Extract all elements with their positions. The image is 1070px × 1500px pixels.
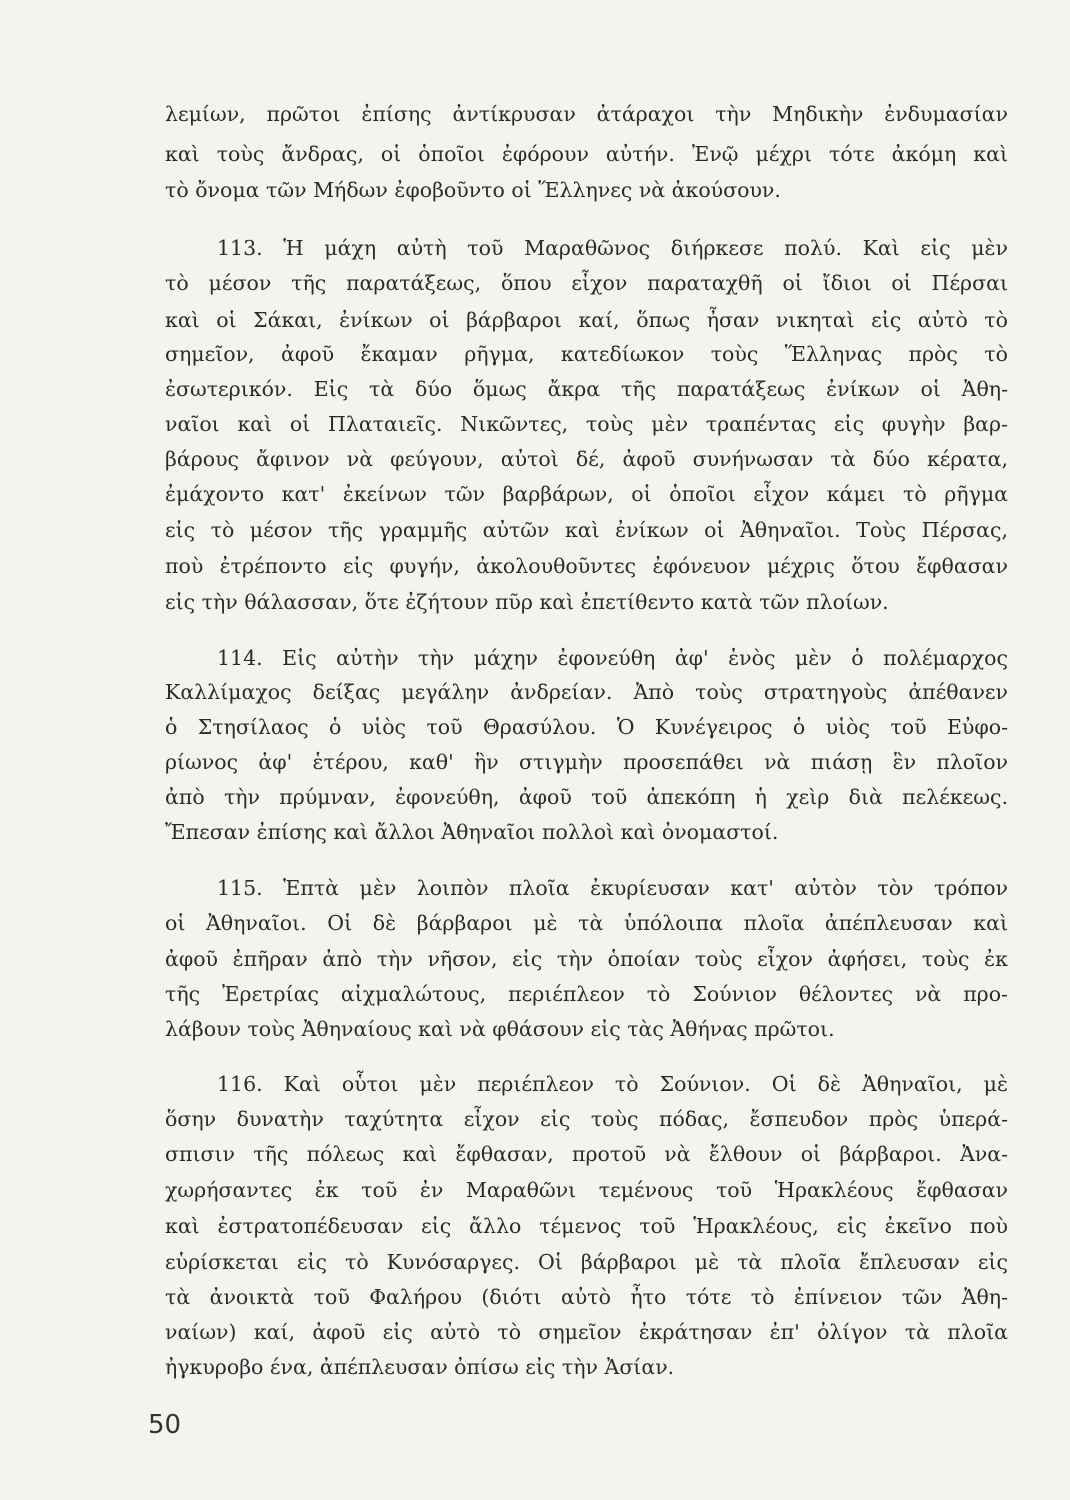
text-line: λεμίων, πρῶτοι ἐπίσης ἀντίκρυσαν ἀτάραχοι τὴν Μηδικὴν ἐνδυμασίαν xyxy=(165,102,1008,126)
text-line: ἠγκυροβο ένα, ἀπέπλευσαν ὀπίσω εἰς τὴν Ἀσίαν. xyxy=(165,1355,675,1379)
text-line: χωρήσαντες ἐκ τοῦ ἐν Μαραθῶνι τεμένους τοῦ Ἡρακλέους ἔφθασαν xyxy=(165,1178,1008,1202)
text-line: ρίωνος ἀφ' ἑτέρου, καθ' ἣν στιγμὴν προσεπάθει νὰ πιάσῃ ἓν πλοῖον xyxy=(165,750,1008,774)
text-line: τὸ μέσον τῆς παρατάξεως, ὅπου εἶχον παραταχθῆ οἱ ἴδιοι οἱ Πέρσαι xyxy=(165,271,1008,295)
text-line: ναίων) καί, ἀφοῦ εἰς αὐτὸ τὸ σημεῖον ἐκράτησαν ἐπ' ὀλίγον τὰ πλοῖα xyxy=(165,1320,1008,1344)
text-line: τὸ ὄνομα τῶν Μήδων ἐφοβοῦντο οἱ Ἕλληνες νὰ ἀκούσουν. xyxy=(165,178,781,202)
text-line: λάβουν τοὺς Ἀθηναίους καὶ νὰ φθάσουν εἰς τὰς Ἀθήνας πρῶτοι. xyxy=(165,1017,835,1041)
text-line: τῆς Ἐρετρίας αἰχμαλώτους, περιέπλεον τὸ Σούνιον θέλοντες νὰ προ- xyxy=(165,982,1008,1006)
text-line: Ἔπεσαν ἐπίσης καὶ ἄλλοι Ἀθηναῖοι πολλοὶ καὶ ὀνομαστοί. xyxy=(165,820,779,844)
text-line: τὰ ἀνοικτὰ τοῦ Φαλήρου (διότι αὐτὸ ἦτο τότε τὸ ἐπίνειον τῶν Ἀθη- xyxy=(165,1285,1008,1309)
text-line: εἰς τὸ μέσον τῆς γραμμῆς αὐτῶν καὶ ἐνίκων οἱ Ἀθηναῖοι. Τοὺς Πέρσας, xyxy=(165,518,1008,542)
text-line: ποὺ ἐτρέποντο εἰς φυγήν, ἀκολουθοῦντες ἐφόνευον μέχρις ὅτου ἔφθασαν xyxy=(165,554,1008,578)
text-line: σπισιν τῆς πόλεως καὶ ἔφθασαν, προτοῦ νὰ ἔλθουν οἱ βάρβαροι. Ἀνα- xyxy=(165,1142,1008,1166)
text-line: ὁ Στησίλαος ὁ υἱὸς τοῦ Θρασύλου. Ὁ Κυνέγειρος ὁ υἱὸς τοῦ Εὐφο- xyxy=(165,715,1008,739)
text-line: εὑρίσκεται εἰς τὸ Κυνόσαργες. Οἱ βάρβαροι μὲ τὰ πλοῖα ἔπλευσαν εἰς xyxy=(165,1250,1008,1274)
text-line: ἀπὸ τὴν πρύμναν, ἐφονεύθη, ἀφοῦ τοῦ ἀπεκόπη ἡ χεὶρ διὰ πελέκεως. xyxy=(165,785,1008,809)
text-line: ἐσωτερικόν. Εἰς τὰ δύο ὅμως ἄκρα τῆς παρατάξεως ἐνίκων οἱ Ἀθη- xyxy=(165,377,1008,401)
text-line: ναῖοι καὶ οἱ Πλαταιεῖς. Νικῶντες, τοὺς μὲν τραπέντας εἰς φυγὴν βαρ- xyxy=(165,412,1008,436)
text-line: βάρους ἄφινον νὰ φεύγουν, αὐτοὶ δέ, ἀφοῦ συνήνωσαν τὰ δύο κέρατα, xyxy=(165,447,1008,471)
paragraph-116-start: 116. Καὶ οὗτοι μὲν περιέπλεον τὸ Σούνιον. Οἱ δὲ Ἀθηναῖοι, μὲ xyxy=(217,1072,1008,1096)
text-line: εἰς τὴν θάλασσαν, ὅτε ἐζήτουν πῦρ καὶ ἐπετίθεντο κατὰ τῶν πλοίων. xyxy=(165,590,889,614)
text-line: ἀφοῦ ἐπῆραν ἀπὸ τὴν νῆσον, εἰς τὴν ὁποίαν τοὺς εἶχον ἀφήσει, τοὺς ἐκ xyxy=(165,947,1008,971)
text-line: καὶ τοὺς ἄνδρας, οἱ ὁποῖοι ἐφόρουν αὐτήν. Ἐνῷ μέχρι τότε ἀκόμη καὶ xyxy=(165,142,1008,166)
page-number: 50 xyxy=(148,1410,182,1440)
text-line: καὶ ἐστρατοπέδευσαν εἰς ἄλλο τέμενος τοῦ Ἡρακλέους, εἰς ἐκεῖνο ποὺ xyxy=(165,1214,1008,1238)
paragraph-115-start: 115. Ἑπτὰ μὲν λοιπὸν πλοῖα ἐκυρίευσαν κατ' αὐτὸν τὸν τρόπον xyxy=(217,876,1008,900)
text-line: οἱ Ἀθηναῖοι. Οἱ δὲ βάρβαροι μὲ τὰ ὑπόλοιπα πλοῖα ἀπέπλευσαν καὶ xyxy=(165,911,1008,935)
paragraph-114-start: 114. Εἰς αὐτὴν τὴν μάχην ἐφονεύθη ἀφ' ἑνὸς μὲν ὁ πολέμαρχος xyxy=(217,646,1008,670)
text-line: σημεῖον, ἀφοῦ ἔκαμαν ρῆγμα, κατεδίωκον τοὺς Ἕλληνας πρὸς τὸ xyxy=(165,342,1008,366)
text-line: καὶ οἱ Σάκαι, ἐνίκων οἱ βάρβαροι καί, ὅπως ἦσαν νικηταὶ εἰς αὐτὸ τὸ xyxy=(165,308,1008,332)
text-line: ὅσην δυνατὴν ταχύτητα εἶχον εἰς τοὺς πόδας, ἔσπευδον πρὸς ὑπερά- xyxy=(165,1107,1008,1131)
text-line: Καλλίμαχος δείξας μεγάλην ἀνδρείαν. Ἀπὸ τοὺς στρατηγοὺς ἀπέθανεν xyxy=(165,680,1008,704)
text-line: ἐμάχοντο κατ' ἐκείνων τῶν βαρβάρων, οἱ ὁποῖοι εἶχον κάμει τὸ ρῆγμα xyxy=(165,482,1008,506)
paragraph-113-start: 113. Ἡ μάχη αὐτὴ τοῦ Μαραθῶνος διήρκεσε πολύ. Καὶ εἰς μὲν xyxy=(217,236,1008,260)
